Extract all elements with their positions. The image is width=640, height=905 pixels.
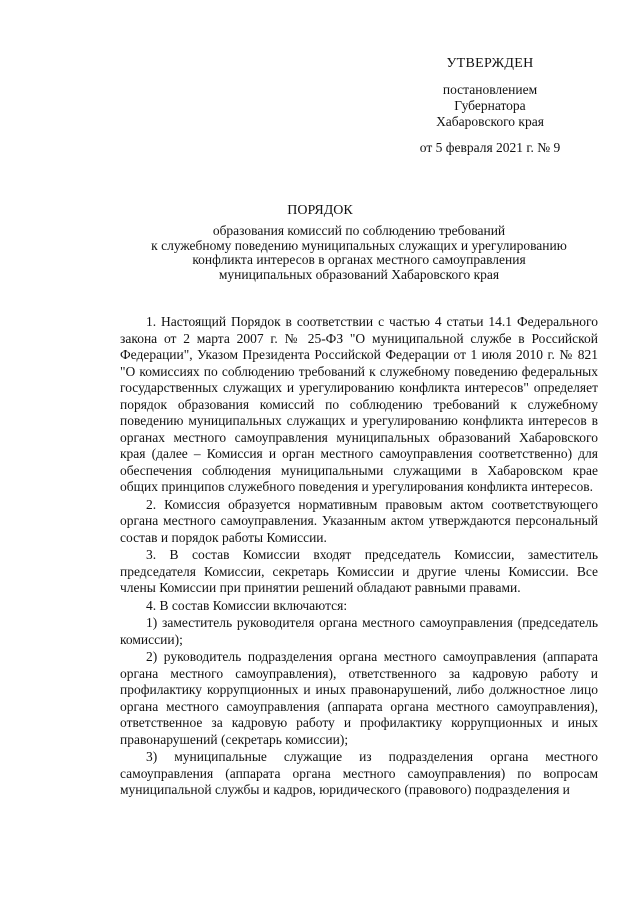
document-title: ПОРЯДОК [287,203,353,218]
approval-block [380,56,600,156]
paragraph-4-item-3: 3) муниципальные служащие из подразделения органа местного самоуправления (аппарата органа местного самоуправления) по вопросам муниципальной службы и кадров, юридического (правового) подразделения и [120,749,598,797]
approval-line-resolution: постановлением [442,82,538,97]
document-subtitle [120,224,598,282]
subtitle-line: конфликта интересов в органах местного самоуправления [192,252,526,267]
subtitle-line: муниципальных образований Хабаровского края [218,266,500,282]
approval-heading: УТВЕРЖДЕН [446,56,534,71]
approval-line-governor: Губернатора [454,98,526,113]
paragraph-3: 3. В состав Комиссии входят председатель Комиссии, заместитель председателя Комиссии, секретарь Комиссии и другие члены Комиссии. Все члены Комиссии при принятии решений обладают равными правами. [120,547,598,595]
document-body [120,314,598,800]
subtitle-line: образования комиссий по соблюдению требований [212,223,506,238]
paragraph-4-item-1: 1) заместитель руководителя органа местного самоуправления (председатель комиссии); [120,615,598,647]
paragraph-1: 1. Настоящий Порядок в соответствии с частью 4 статьи 14.1 Федерального закона от 2 марта 2007 г. № 25-ФЗ "О муниципальной службе в Российской Федерации", Указом Президента Российской Федерации от 1 июля 2010 г. № 821 "О комиссиях по соблюдению требований к служебному поведению федеральных государственных служащих и урегулированию конфликта интересов" определяет порядок образования комиссий по соблюдению требований к служебному поведению муниципальных служащих и урегулированию конфликта интересов в органах местного самоуправления муниципальных образований Хабаровского края (далее – Комиссия и орган местного самоуправления соответственно) для обеспечения соблюдения муниципальными служащими в Хабаровском крае общих принципов служебного поведения и урегулирования конфликта интересов. [120,314,598,494]
approval-date: от 5 февраля 2021 г. № 9 [419,140,561,155]
approval-line-region: Хабаровского края [436,114,544,129]
paragraph-2: 2. Комиссия образуется нормативным правовым актом соответствующего органа местного самоуправления. Указанным актом утверждаются персональный состав и порядок работы Комиссии. [120,496,598,545]
subtitle-line: к служебному поведению муниципальных служащих и урегулированию [151,237,567,253]
paragraph-4-item-2: 2) руководитель подразделения органа местного самоуправления (аппарата органа местного самоуправления), ответственного за кадровую работу и профилактику коррупционных и иных правонарушений, либо должностное лицо органа местного самоуправления (аппарата органа местного самоуправления), ответственное за кадровую работу и профилактику коррупционных и иных правонарушений (секретарь комиссии); [120,649,598,747]
paragraph-4: 4. В состав Комиссии включаются: [146,597,348,613]
